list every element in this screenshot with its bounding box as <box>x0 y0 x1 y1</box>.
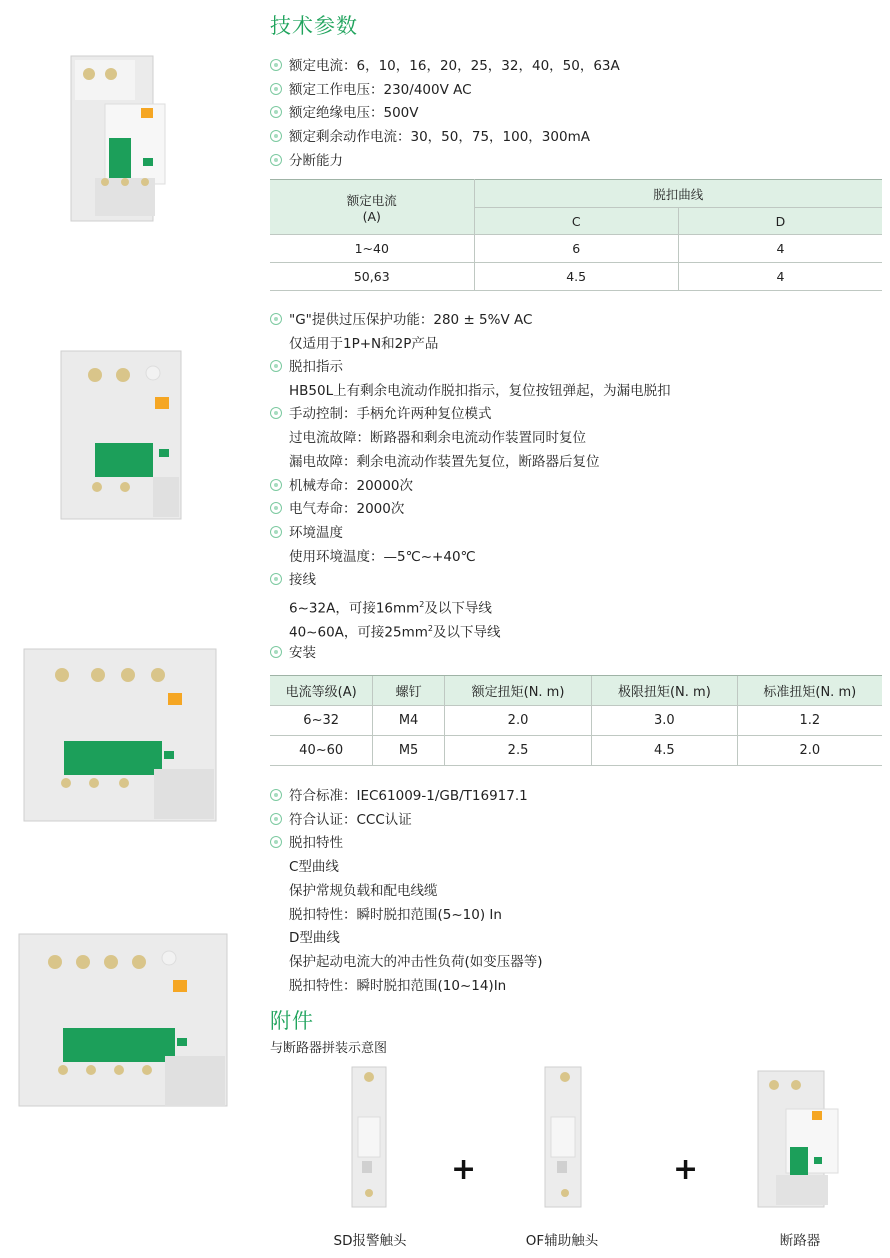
bullet-icon <box>270 106 282 118</box>
bullet-icon <box>270 526 282 538</box>
spec-c-range: 脱扣特性：瞬时脱扣范围(5~10) In <box>289 907 502 923</box>
spec-manual-overcurrent: 过电流故障：断路器和剩余电流动作装置同时复位 <box>289 430 586 446</box>
table-row <box>270 706 882 736</box>
spec-trip-indication: 脱扣指示 <box>270 359 343 375</box>
table-header-row <box>270 676 882 706</box>
table-row <box>270 235 882 263</box>
spec-d-range: 脱扣特性：瞬时脱扣范围(10~14)In <box>289 978 507 994</box>
header-screw: 螺钉 <box>373 676 445 706</box>
spec-manual-leakage: 漏电故障：剩余电流动作装置先复位，断路器后复位 <box>289 454 600 470</box>
breaker-3p-illustration <box>20 645 240 825</box>
bullet-icon <box>270 130 282 142</box>
cell: 3.0 <box>592 706 737 736</box>
section-title: 技术参数 <box>270 14 358 38</box>
spec-d-protect: 保护起动电流大的冲击性负荷(如变压器等) <box>289 954 543 970</box>
breaker-label: 断路器 <box>779 1233 821 1249</box>
cell: M5 <box>373 736 445 766</box>
header-trip-curve: 脱扣曲线 <box>474 180 882 208</box>
header-current-level: 电流等级(A) <box>270 676 373 706</box>
breaker-2p-illustration <box>65 50 195 230</box>
cell: 6~32 <box>270 706 373 736</box>
cell-current: 1~40 <box>270 235 474 263</box>
header-curve-c: C <box>474 208 678 235</box>
table-row <box>270 263 882 291</box>
cell-current: 50,63 <box>270 263 474 291</box>
header-standard-torque: 标准扭矩(N. m) <box>737 676 882 706</box>
bullet-icon <box>270 813 282 825</box>
cell: 4.5 <box>592 736 737 766</box>
cell: 1.2 <box>737 706 882 736</box>
breaking-capacity-table <box>270 179 882 291</box>
bullet-icon <box>270 360 282 372</box>
spec-d-curve: D型曲线 <box>289 930 340 946</box>
spec-insulation-voltage: 额定绝缘电压：500V <box>270 105 419 121</box>
spec-environment-desc: 使用环境温度：—5℃~+40℃ <box>289 549 476 565</box>
spec-standard: 符合标准：IEC61009-1/GB/T16917.1 <box>270 788 528 804</box>
breaker-accessory-illustration <box>752 1065 852 1215</box>
bullet-icon <box>270 59 282 71</box>
of-aux-contact-illustration <box>535 1063 595 1213</box>
cell-d: 4 <box>678 235 882 263</box>
cell-d: 4 <box>678 263 882 291</box>
breaker-2p-g-illustration <box>55 345 205 525</box>
cell-c: 4.5 <box>474 263 678 291</box>
bullet-icon <box>270 502 282 514</box>
spec-rated-voltage: 额定工作电压：230/400V AC <box>270 82 472 98</box>
cell: 40~60 <box>270 736 373 766</box>
spec-residual-current: 额定剩余动作电流：30，50，75，100，300mA <box>270 129 590 145</box>
torque-table <box>270 675 882 766</box>
spec-trip-characteristics: 脱扣特性 <box>270 835 343 851</box>
header-rated-current: 额定电流 (A) <box>270 180 474 235</box>
spec-installation: 安装 <box>270 645 316 661</box>
spec-certification: 符合认证：CCC认证 <box>270 812 412 828</box>
plus-sign: + <box>673 1152 699 1187</box>
spec-mechanical-life: 机械寿命：20000次 <box>270 478 413 494</box>
plus-sign: + <box>451 1152 477 1187</box>
spec-manual-control: 手动控制：手柄允许两种复位模式 <box>270 406 492 422</box>
cell: 2.0 <box>444 706 591 736</box>
cell: 2.0 <box>737 736 882 766</box>
spec-electrical-life: 电气寿命：2000次 <box>270 501 404 517</box>
header-limit-torque: 极限扭矩(N. m) <box>592 676 737 706</box>
spec-overvoltage: "G"提供过压保护功能：280 ± 5%V AC <box>270 312 532 328</box>
spec-wiring-large: 40~60A，可接$25mm^2$及以下导线 <box>289 624 501 641</box>
cell: M4 <box>373 706 445 736</box>
spec-overvoltage-note: 仅适用于1P+N和2P产品 <box>289 336 439 352</box>
bullet-icon <box>270 646 282 658</box>
spec-wiring-small: 6~32A，可接$16mm^2$及以下导线 <box>289 600 492 617</box>
spec-environment: 环境温度 <box>270 525 343 541</box>
cell-c: 6 <box>474 235 678 263</box>
bullet-icon <box>270 789 282 801</box>
spec-c-curve: C型曲线 <box>289 859 339 875</box>
sd-alarm-contact-illustration <box>340 1063 400 1213</box>
spec-breaking-capacity: 分断能力 <box>270 153 343 169</box>
spec-rated-current: 额定电流：6，10，16，20，25，32，40，50，63A <box>270 58 620 74</box>
accessories-title: 附件 <box>270 1009 314 1033</box>
spec-wiring: 接线 <box>270 572 316 588</box>
table-row <box>270 736 882 766</box>
bullet-icon <box>270 83 282 95</box>
bullet-icon <box>270 154 282 166</box>
spec-trip-indication-desc: HB50L上有剩余电流动作脱扣指示，复位按钮弹起，为漏电脱扣 <box>289 383 671 399</box>
bullet-icon <box>270 313 282 325</box>
bullet-icon <box>270 407 282 419</box>
cell: 2.5 <box>444 736 591 766</box>
header-curve-d: D <box>678 208 882 235</box>
of-aux-contact-label: OF辅助触头 <box>525 1233 599 1249</box>
bullet-icon <box>270 573 282 585</box>
bullet-icon <box>270 836 282 848</box>
accessories-subtitle: 与断路器拼装示意图 <box>270 1041 388 1056</box>
breaker-4p-illustration <box>15 930 245 1110</box>
header-rated-torque: 额定扭矩(N. m) <box>444 676 591 706</box>
bullet-icon <box>270 479 282 491</box>
spec-c-protect: 保护常规负载和配电线缆 <box>289 883 438 899</box>
sd-alarm-contact-label: SD报警触头 <box>333 1233 407 1249</box>
